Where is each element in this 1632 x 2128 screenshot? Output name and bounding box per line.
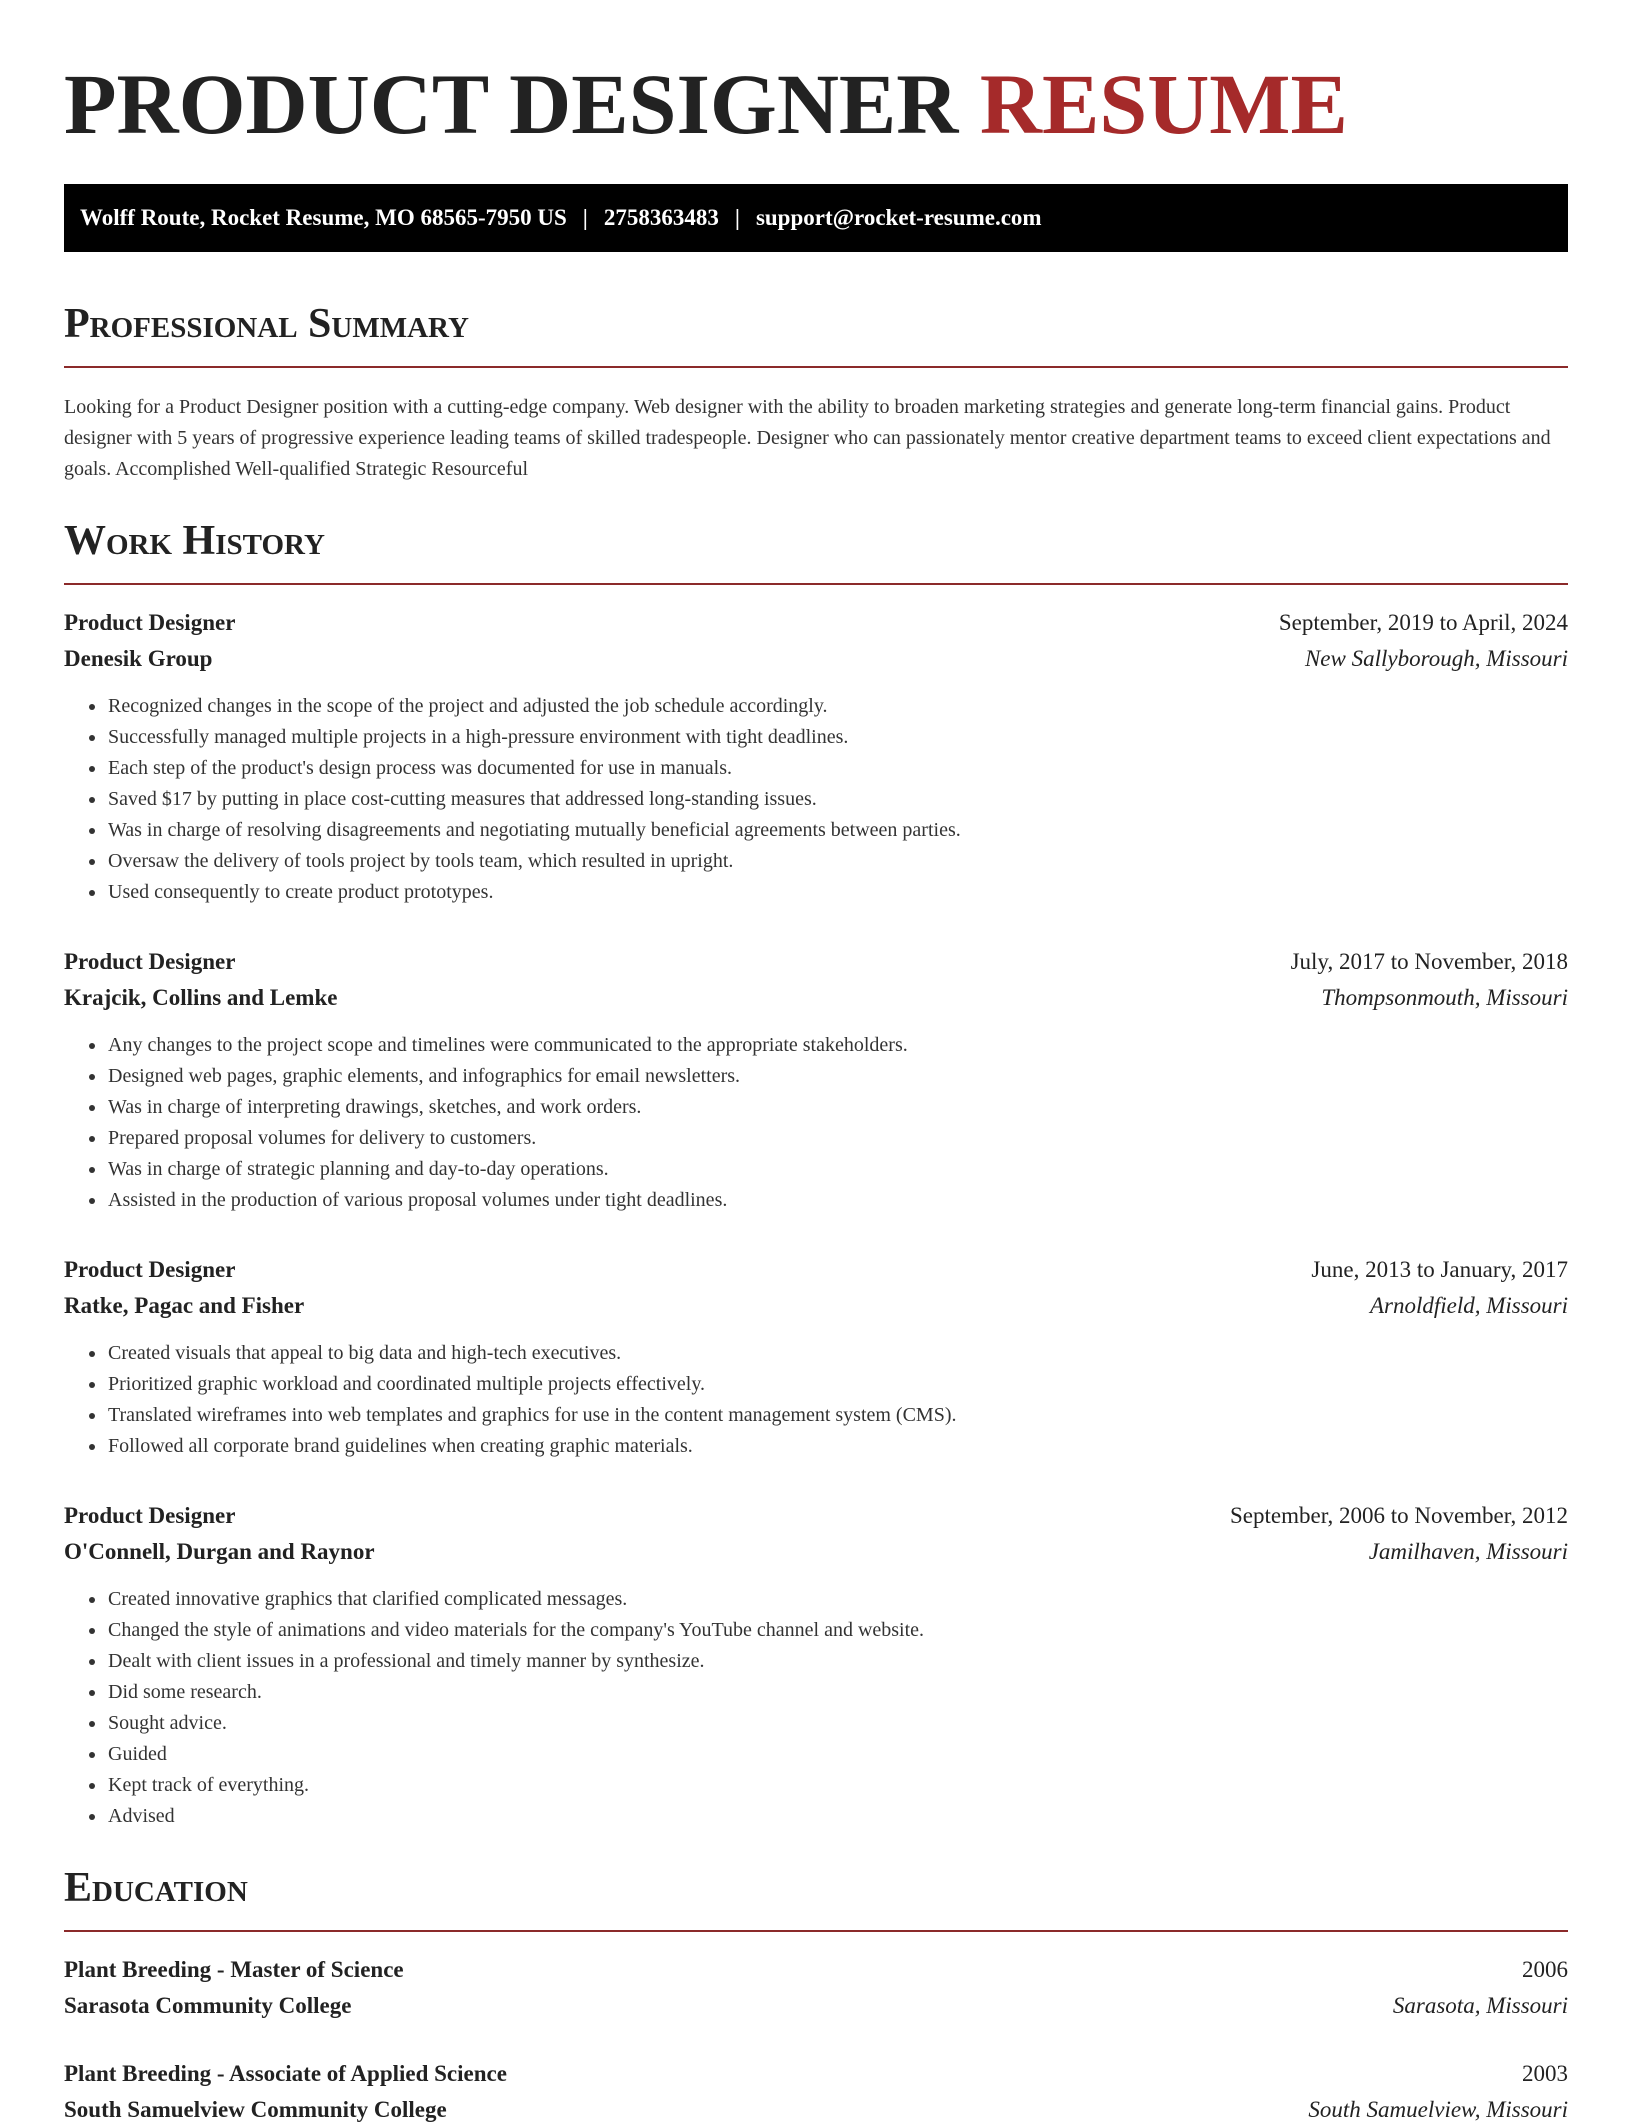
education-degree: Plant Breeding - Associate of Applied Science <box>64 2061 507 2086</box>
work-history-heading: Work History <box>64 518 325 564</box>
education-year: 2003 <box>1522 2061 1568 2086</box>
bullet-item: • Kept track of everything. <box>107 1770 1568 1801</box>
contact-phone: 2758363483 <box>603 205 719 230</box>
bullet-item: • Advised <box>107 1801 1568 1832</box>
bullet-item: • Created visuals that appeal to big data and high-tech executives. <box>107 1338 1568 1369</box>
bullet-item: • Prepared proposal volumes for delivery to customers. <box>107 1123 1568 1154</box>
contact-separator: | <box>734 205 740 230</box>
bullet-item: • Oversaw the delivery of tools project by tools team, which resulted in upright. <box>107 846 1568 877</box>
title-main: PRODUCT DESIGNER <box>64 56 959 152</box>
section-divider <box>64 1930 1568 1932</box>
bullet-item: • Did some research. <box>107 1677 1568 1708</box>
section-divider <box>64 583 1568 585</box>
summary-section <box>64 296 1568 485</box>
job-dates: June, 2013 to January, 2017 <box>1311 1257 1568 1282</box>
contact-separator: | <box>582 205 588 230</box>
education-school: South Samuelview Community College <box>64 2097 447 2122</box>
education-year: 2006 <box>1522 1957 1568 1982</box>
bullet-item: • Designed web pages, graphic elements, and infographics for email newsletters. <box>107 1061 1568 1092</box>
education-school: Sarasota Community College <box>64 1993 352 2018</box>
bullet-item: • Prioritized graphic workload and coordinated multiple projects effectively. <box>107 1369 1568 1400</box>
bullet-item: • Guided <box>107 1739 1568 1770</box>
job-location: New Sallyborough, Missouri <box>1304 646 1568 671</box>
job-bullets <box>64 1030 1568 1216</box>
bullet-item: • Recognized changes in the scope of the project and adjusted the job schedule accordingly. <box>107 691 1568 722</box>
education-degree: Plant Breeding - Master of Science <box>64 1957 404 1982</box>
section-divider <box>64 366 1568 368</box>
bullet-item: • Each step of the product's design process was documented for use in manuals. <box>107 753 1568 784</box>
job-location: Arnoldfield, Missouri <box>1369 1293 1568 1318</box>
work-history-section <box>64 513 1568 1832</box>
summary-heading: Professional Summary <box>64 301 469 347</box>
bullet-item: • Sought advice. <box>107 1708 1568 1739</box>
job-company: Ratke, Pagac and Fisher <box>64 1293 305 1318</box>
bullet-item: • Successfully managed multiple projects in a high-pressure environment with tight deadlines. <box>107 722 1568 753</box>
bullet-item: • Was in charge of interpreting drawings, sketches, and work orders. <box>107 1092 1568 1123</box>
bullet-item: • Saved $17 by putting in place cost-cutting measures that addressed long-standing issues. <box>107 784 1568 815</box>
resume-title <box>64 54 1568 154</box>
job-entry <box>64 1252 1568 1462</box>
job-title: Product Designer <box>64 1257 236 1282</box>
bullet-item: • Translated wireframes into web templates and graphics for use in the content management system (CMS). <box>107 1400 1568 1431</box>
contact-bar <box>64 184 1568 252</box>
job-bullets <box>64 1584 1568 1832</box>
job-bullets <box>64 1338 1568 1462</box>
contact-address: Wolff Route, Rocket Resume, MO 68565-7950 US <box>80 205 567 230</box>
education-entry <box>64 2056 1568 2128</box>
title-accent: RESUME <box>979 56 1348 152</box>
job-title: Product Designer <box>64 610 236 635</box>
education-location: Sarasota, Missouri <box>1392 1993 1568 2018</box>
bullet-item: • Dealt with client issues in a professional and timely manner by synthesize. <box>107 1646 1568 1677</box>
job-location: Thompsonmouth, Missouri <box>1321 985 1568 1010</box>
bullet-item: • Assisted in the production of various proposal volumes under tight deadlines. <box>107 1185 1568 1216</box>
education-entry <box>64 1952 1568 2024</box>
job-title: Product Designer <box>64 1503 236 1528</box>
job-title: Product Designer <box>64 949 236 974</box>
job-entry <box>64 1498 1568 1832</box>
contact-email: support@rocket-resume.com <box>755 205 1042 230</box>
job-dates: September, 2006 to November, 2012 <box>1230 1503 1568 1528</box>
job-location: Jamilhaven, Missouri <box>1368 1539 1568 1564</box>
bullet-item: • Changed the style of animations and video materials for the company's YouTube channel and website. <box>107 1615 1568 1646</box>
bullet-item: • Was in charge of strategic planning and day-to-day operations. <box>107 1154 1568 1185</box>
job-bullets <box>64 691 1568 908</box>
job-company: Denesik Group <box>64 646 213 671</box>
job-entry <box>64 944 1568 1216</box>
job-entry <box>64 605 1568 908</box>
bullet-item: • Followed all corporate brand guidelines when creating graphic materials. <box>107 1431 1568 1462</box>
job-dates: July, 2017 to November, 2018 <box>1290 949 1568 974</box>
education-section <box>64 1860 1568 2128</box>
job-company: Krajcik, Collins and Lemke <box>64 985 338 1010</box>
job-dates: September, 2019 to April, 2024 <box>1278 610 1568 635</box>
summary-text: Looking for a Product Designer position with a cutting-edge company. Web designer with the ability to broaden marketing strategies and generate long-term financial gains. Product designer with 5 years of progressive experience leading teams of skilled tradespeople. Designer who can passionately mentor creative department teams to exceed client expectations and goals. Accomplished Well-qualified Strategic Resourceful <box>64 396 1551 480</box>
education-location: South Samuelview, Missouri <box>1308 2097 1568 2122</box>
bullet-item: • Used consequently to create product prototypes. <box>107 877 1568 908</box>
bullet-item: • Was in charge of resolving disagreements and negotiating mutually beneficial agreements between parties. <box>107 815 1568 846</box>
job-company: O'Connell, Durgan and Raynor <box>64 1539 375 1564</box>
bullet-item: • Created innovative graphics that clarified complicated messages. <box>107 1584 1568 1615</box>
bullet-item: • Any changes to the project scope and timelines were communicated to the appropriate stakeholders. <box>107 1030 1568 1061</box>
education-heading: Education <box>64 1865 248 1911</box>
